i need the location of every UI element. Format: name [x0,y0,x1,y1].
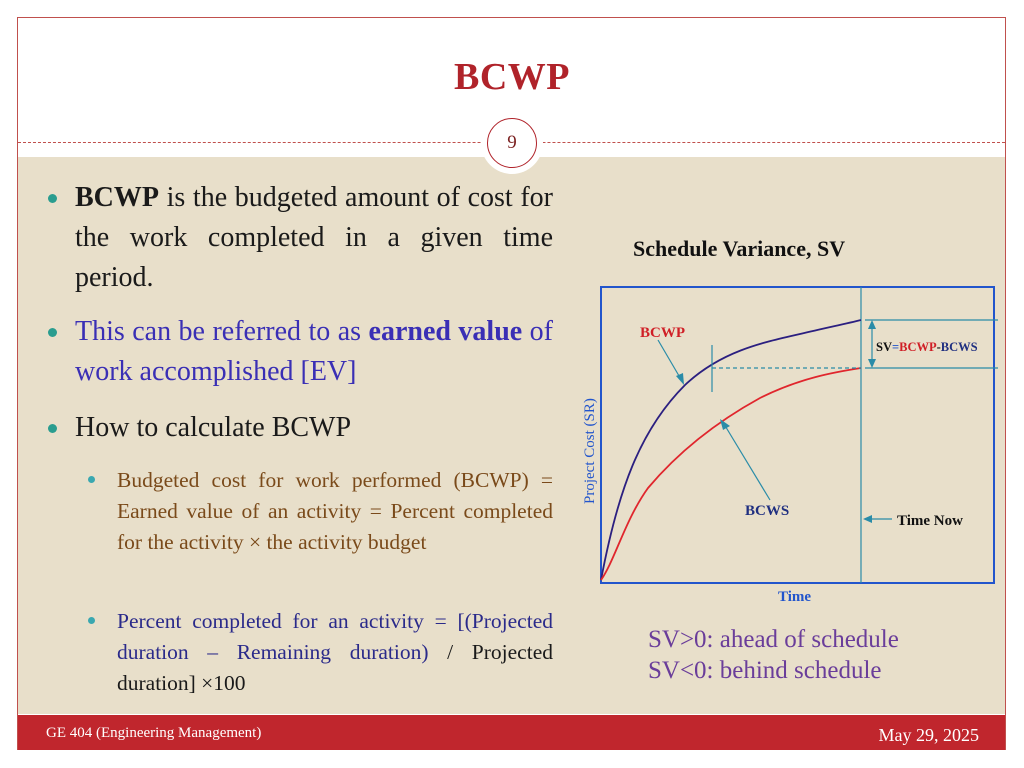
sv-equation: SV=BCWP-BCWS [876,340,978,354]
sv-arrow-down [868,359,876,368]
bcwp-pointer-head [676,373,684,385]
time-now-arrow-head [863,515,872,523]
bullet-text-3: How to calculate BCWP [75,412,352,443]
bcws-curve [601,368,861,580]
time-now-label: Time Now [897,513,963,529]
bcwp-curve [601,320,861,580]
sub-bullet-text-2: Percent completed for an activity = [(Projected duration – Remaining duration) / Projected duration] ×100 [117,609,553,695]
sv-positive-note: SV>0: ahead of schedule [648,626,899,653]
earned-value-term: earned value [368,316,523,347]
bcwp-term: BCWP [75,182,159,213]
bullet-text-2: This can be referred to as earned value of work accomplished [EV] [75,316,553,387]
bcwp-curve-label: BCWP [640,325,685,341]
footer-date: May 29, 2025 [878,725,979,745]
page-number: 9 [487,118,537,168]
figure-title: Schedule Variance, SV [633,236,846,261]
sv-negative-note: SV<0: behind schedule [648,657,882,684]
footer-bar [18,715,1005,750]
footer-course: GE 404 (Engineering Management) [46,725,262,741]
bcws-pointer-line [724,424,770,500]
y-axis-label: Project Cost (SR) [582,398,598,504]
bcwp-pointer-line [658,340,682,381]
bullet-text-1: BCWP is the budgeted amount of cost for the work completed in a given time period. [75,182,553,293]
bcws-pointer-head [720,419,730,430]
sv-arrow-up [868,320,876,329]
sub-bullet-text-1: Budgeted cost for work performed (BCWP) = Earned value of an activity = Percent completed for the activity × the activity budget [117,468,553,554]
slide-title: BCWP [454,56,570,98]
x-axis-label: Time [778,589,812,605]
bcws-curve-label: BCWS [745,503,790,519]
